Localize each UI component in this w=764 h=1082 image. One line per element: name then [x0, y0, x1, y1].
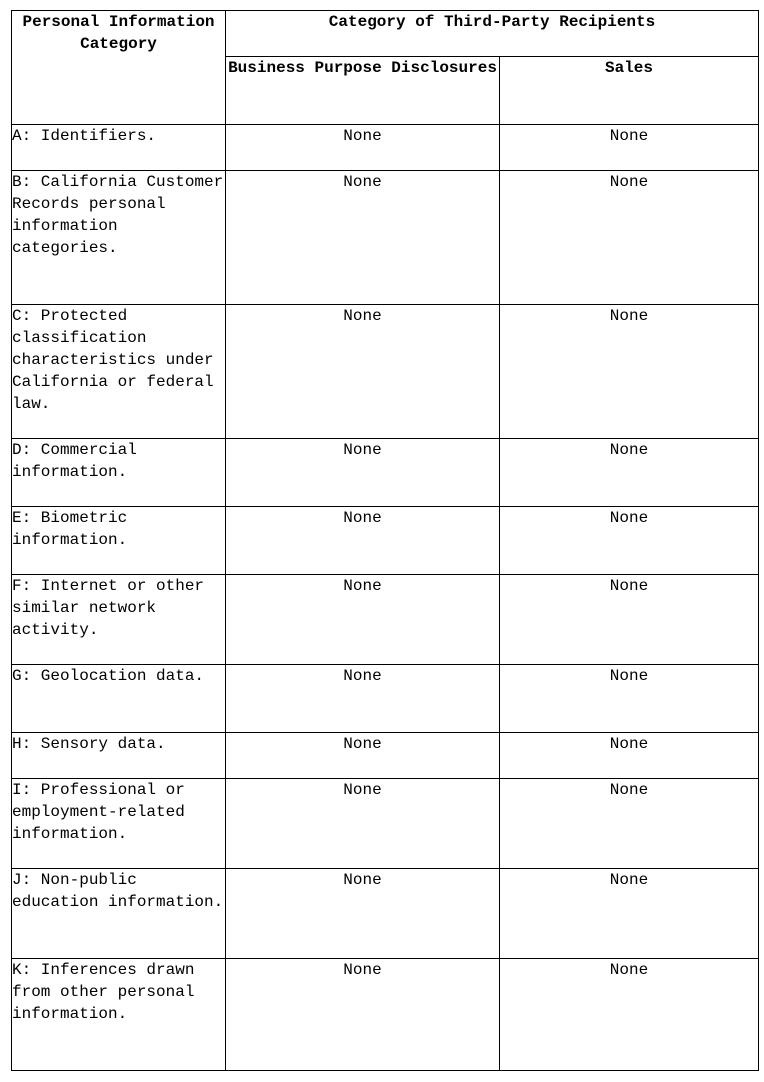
table-row — [12, 575, 759, 665]
sales-cell: None — [500, 171, 759, 305]
table-row — [12, 733, 759, 779]
category-cell: G: Geolocation data. — [12, 665, 226, 733]
header-sales: Sales — [500, 57, 759, 125]
category-cell: J: Non-public education information. — [12, 869, 226, 959]
table-row — [12, 439, 759, 507]
category-cell: H: Sensory data. — [12, 733, 226, 779]
business-purpose-cell: None — [226, 507, 500, 575]
sales-cell: None — [500, 869, 759, 959]
business-purpose-cell: None — [226, 171, 500, 305]
category-cell: E: Biometric information. — [12, 507, 226, 575]
table-row — [12, 125, 759, 171]
sales-cell: None — [500, 959, 759, 1071]
category-cell: F: Internet or other similar network activity. — [12, 575, 226, 665]
business-purpose-cell: None — [226, 305, 500, 439]
business-purpose-cell: None — [226, 959, 500, 1071]
header-category-of-third-party-recipients: Category of Third-Party Recipients — [226, 11, 759, 57]
sales-cell: None — [500, 439, 759, 507]
sales-cell: None — [500, 733, 759, 779]
sales-cell: None — [500, 665, 759, 733]
sales-cell: None — [500, 305, 759, 439]
category-cell: C: Protected classification characteristics under California or federal law. — [12, 305, 226, 439]
header-personal-information-category: Personal Information Category — [12, 11, 226, 125]
third-party-recipients-table — [11, 10, 759, 1071]
header-business-purpose-disclosures: Business Purpose Disclosures — [226, 57, 500, 125]
sales-cell: None — [500, 779, 759, 869]
table-row — [12, 305, 759, 439]
sales-cell: None — [500, 125, 759, 171]
category-cell: D: Commercial information. — [12, 439, 226, 507]
business-purpose-cell: None — [226, 733, 500, 779]
sales-cell: None — [500, 575, 759, 665]
category-cell: A: Identifiers. — [12, 125, 226, 171]
business-purpose-cell: None — [226, 869, 500, 959]
business-purpose-cell: None — [226, 125, 500, 171]
table-row — [12, 779, 759, 869]
table-row — [12, 507, 759, 575]
table-row — [12, 665, 759, 733]
category-cell: I: Professional or employment-related information. — [12, 779, 226, 869]
sales-cell: None — [500, 507, 759, 575]
table-row — [12, 171, 759, 305]
business-purpose-cell: None — [226, 575, 500, 665]
business-purpose-cell: None — [226, 665, 500, 733]
category-cell: K: Inferences drawn from other personal information. — [12, 959, 226, 1071]
table-row — [12, 959, 759, 1071]
business-purpose-cell: None — [226, 439, 500, 507]
category-cell: B: California Customer Records personal information categories. — [12, 171, 226, 305]
table-row — [12, 869, 759, 959]
business-purpose-cell: None — [226, 779, 500, 869]
